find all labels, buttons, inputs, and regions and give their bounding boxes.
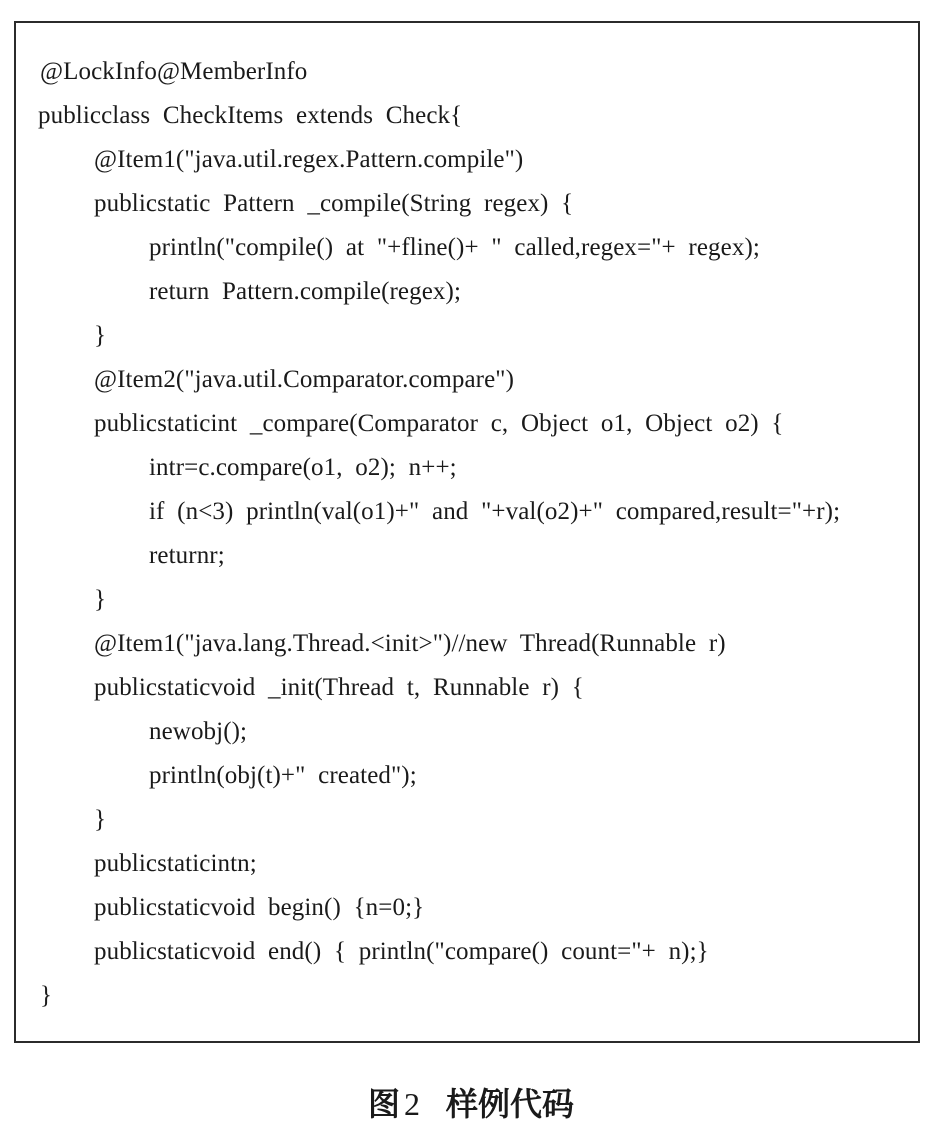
code-line: publicstaticvoid _init(Thread t, Runnable r) { <box>94 674 584 701</box>
code-line: } <box>94 586 107 613</box>
code-line: @LockInfo@MemberInfo <box>40 58 308 85</box>
code-line: publicstatic Pattern _compile(String regex) { <box>94 190 574 217</box>
code-line: } <box>40 982 53 1009</box>
figure-caption-number: 2 <box>404 1086 420 1122</box>
code-line: } <box>94 322 107 349</box>
code-line: returnr; <box>149 542 225 569</box>
code-line: publicstaticintn; <box>94 850 257 877</box>
code-line: newobj(); <box>149 718 248 745</box>
code-line: publicstaticint _compare(Comparator c, Object o1, Object o2) { <box>94 410 784 437</box>
code-line: return Pattern.compile(regex); <box>149 278 461 305</box>
figure-caption <box>0 1082 942 1126</box>
code-line: if (n<3) println(val(o1)+" and "+val(o2)+" compared,result="+r); <box>149 498 841 525</box>
code-line: intr=c.compare(o1, o2); n++; <box>149 454 457 481</box>
code-line: println("compile() at "+fline()+ " called,regex="+ regex); <box>149 234 760 261</box>
code-line: publicclass CheckItems extends Check{ <box>38 102 463 129</box>
code-line: } <box>94 806 107 833</box>
code-line: println(obj(t)+" created"); <box>149 762 417 789</box>
figure-caption-title: 样例代码 <box>446 1085 575 1123</box>
figure-caption-label: 图 <box>367 1085 400 1123</box>
code-listing-box <box>14 21 920 1043</box>
code-line: publicstaticvoid begin() {n=0;} <box>94 894 425 921</box>
code-line: @Item2("java.util.Comparator.compare") <box>94 366 515 393</box>
code-line: @Item1("java.util.regex.Pattern.compile") <box>94 146 524 173</box>
code-line: @Item1("java.lang.Thread.<init>")//new Thread(Runnable r) <box>94 630 726 657</box>
code-line: publicstaticvoid end() { println("compare() count="+ n);} <box>94 938 709 965</box>
